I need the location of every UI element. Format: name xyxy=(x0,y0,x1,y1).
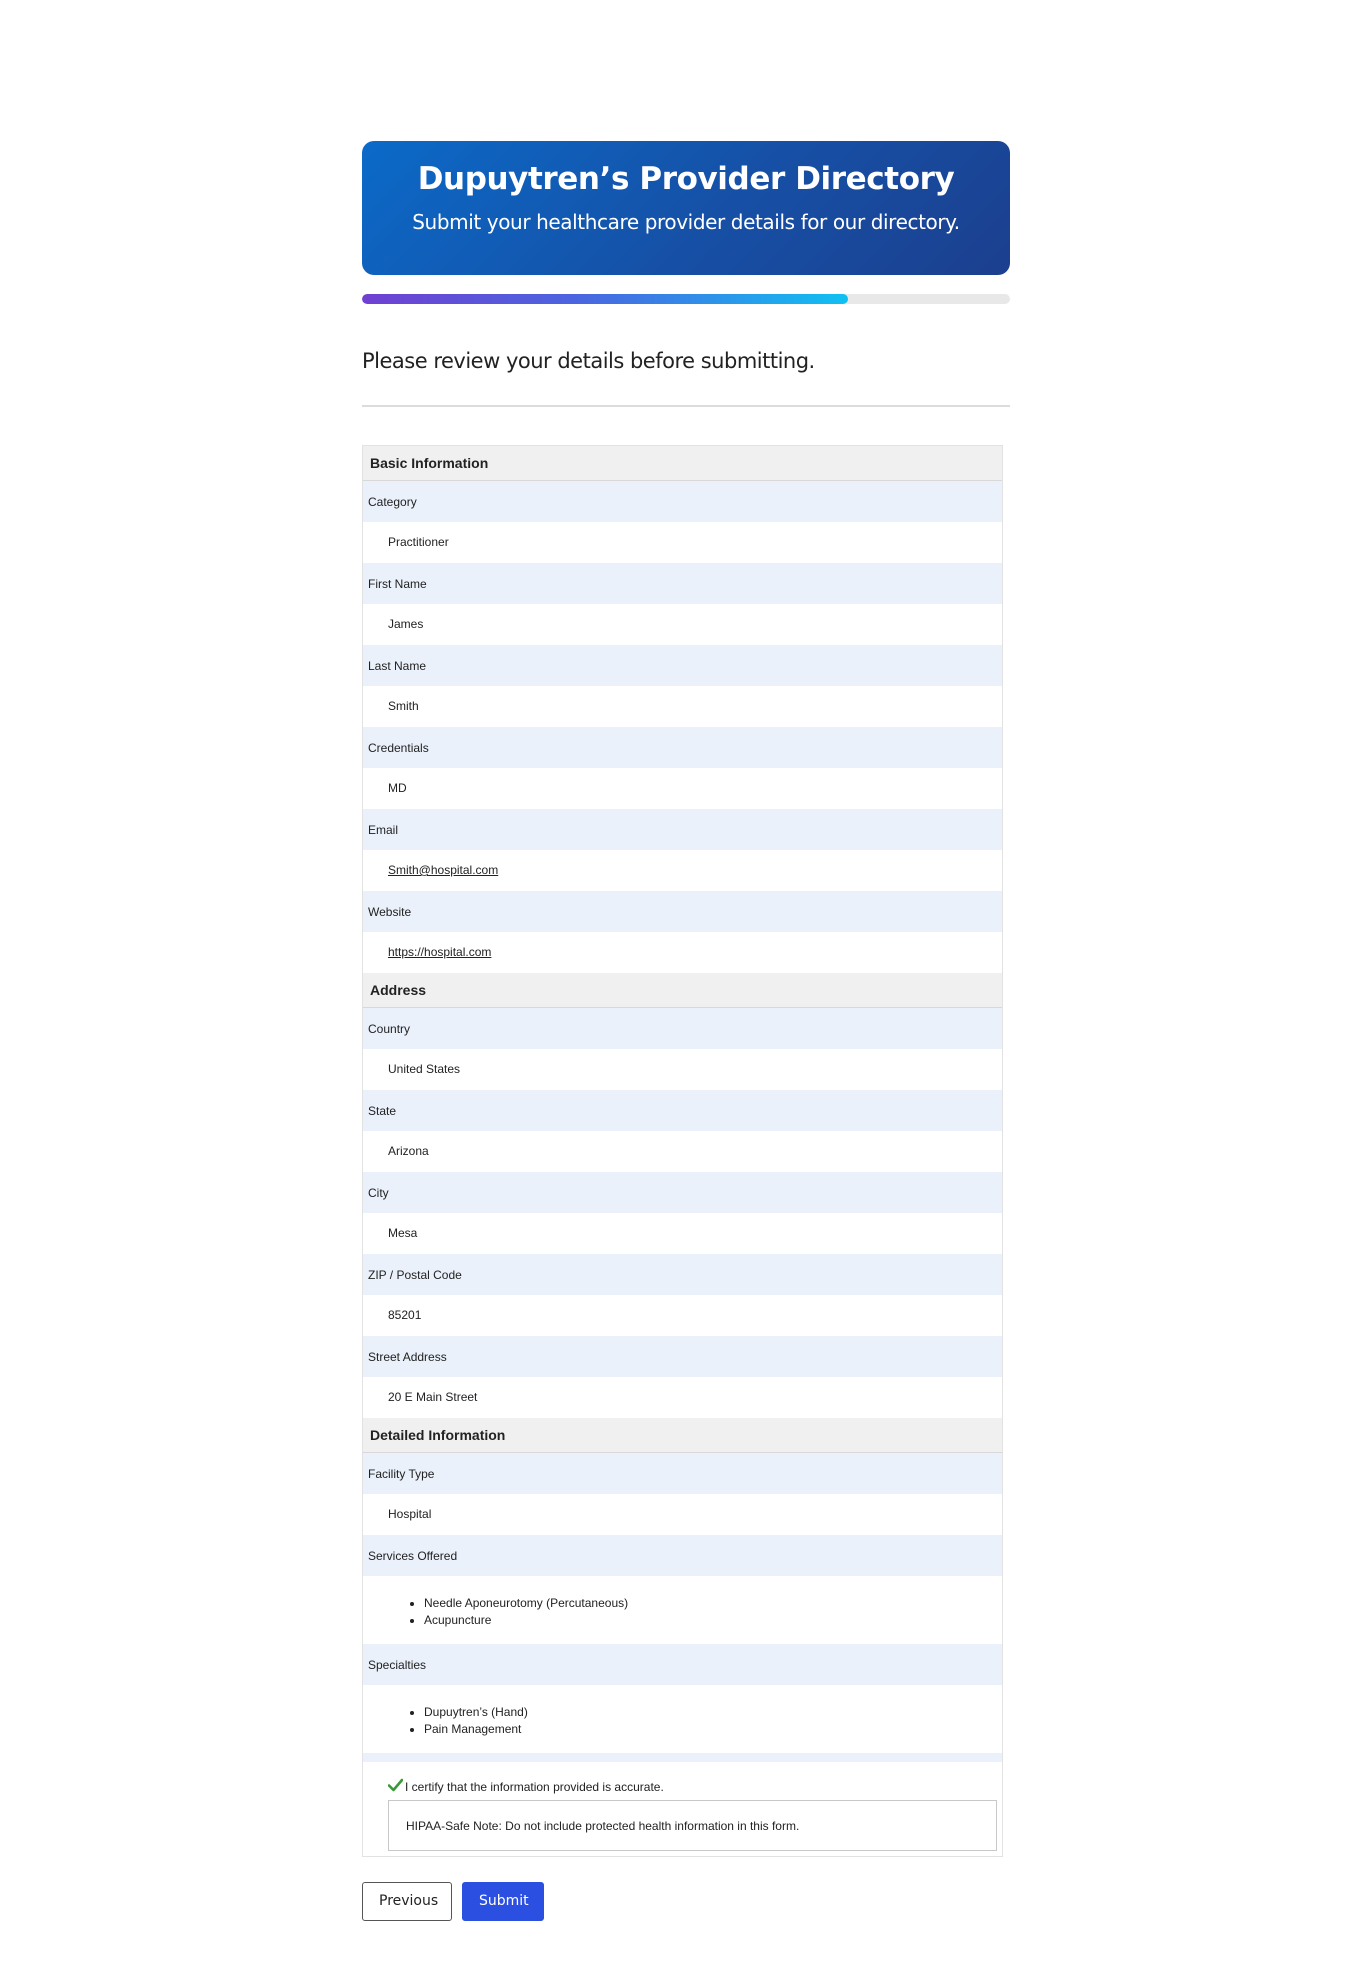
review-table xyxy=(362,445,1003,1857)
hipaa-note: HIPAA-Safe Note: Do not include protected health information in this form. xyxy=(388,1800,997,1851)
page-header xyxy=(362,141,1010,275)
field-value-credentials: MD xyxy=(363,768,1002,809)
form-actions xyxy=(362,1882,1010,1921)
section-header-basic: Basic Information xyxy=(363,446,1002,481)
page-subtitle: Submit your healthcare provider details for our directory. xyxy=(412,210,960,234)
field-label-first-name: First Name xyxy=(363,563,1002,604)
field-value-services xyxy=(363,1576,1002,1644)
section-header-address: Address xyxy=(363,973,1002,1008)
row-spacer xyxy=(363,1753,1002,1762)
field-value-website xyxy=(363,932,1002,973)
field-value-specialties xyxy=(363,1685,1002,1753)
progress-bar-fill xyxy=(362,294,848,304)
field-label-last-name: Last Name xyxy=(363,645,1002,686)
form-container xyxy=(362,141,1010,1921)
field-value-zip: 85201 xyxy=(363,1295,1002,1336)
page-title: Dupuytren’s Provider Directory xyxy=(417,161,955,197)
list-item: • Pain Management xyxy=(424,1721,1002,1738)
list-item: • Needle Aponeurotomy (Percutaneous) xyxy=(424,1595,1002,1612)
field-value-street: 20 E Main Street xyxy=(363,1377,1002,1418)
list-item: • Dupuytren’s (Hand) xyxy=(424,1704,1002,1721)
progress-bar xyxy=(362,294,1010,304)
website-link[interactable]: https://hospital.com xyxy=(388,945,492,959)
field-label-credentials: Credentials xyxy=(363,727,1002,768)
field-label-facility: Facility Type xyxy=(363,1453,1002,1494)
field-label-specialties: Specialties xyxy=(363,1644,1002,1685)
field-value-first-name: James xyxy=(363,604,1002,645)
certification-text: I certify that the information provided is accurate. xyxy=(405,1780,664,1794)
previous-button[interactable]: Previous xyxy=(362,1882,452,1921)
field-label-category: Category xyxy=(363,481,1002,522)
review-heading: Please review your details before submitting. xyxy=(362,349,815,373)
email-link[interactable]: Smith@hospital.com xyxy=(388,863,499,877)
specialties-list xyxy=(408,1704,1002,1738)
field-value-category: Practitioner xyxy=(363,522,1002,563)
field-value-state: Arizona xyxy=(363,1131,1002,1172)
divider xyxy=(362,405,1010,407)
field-label-email: Email xyxy=(363,809,1002,850)
certification-block xyxy=(363,1762,1002,1856)
field-value-facility: Hospital xyxy=(363,1494,1002,1535)
certification-line xyxy=(388,1779,997,1795)
field-label-website: Website xyxy=(363,891,1002,932)
checkmark-icon xyxy=(388,1778,403,1792)
field-label-street: Street Address xyxy=(363,1336,1002,1377)
services-list xyxy=(408,1595,1002,1629)
submit-button[interactable]: Submit xyxy=(462,1882,544,1921)
field-label-state: State xyxy=(363,1090,1002,1131)
field-label-zip: ZIP / Postal Code xyxy=(363,1254,1002,1295)
field-value-country: United States xyxy=(363,1049,1002,1090)
field-value-email xyxy=(363,850,1002,891)
list-item: • Acupuncture xyxy=(424,1612,1002,1629)
field-label-city: City xyxy=(363,1172,1002,1213)
field-value-last-name: Smith xyxy=(363,686,1002,727)
field-value-city: Mesa xyxy=(363,1213,1002,1254)
section-header-detailed: Detailed Information xyxy=(363,1418,1002,1453)
field-label-country: Country xyxy=(363,1008,1002,1049)
field-label-services: Services Offered xyxy=(363,1535,1002,1576)
